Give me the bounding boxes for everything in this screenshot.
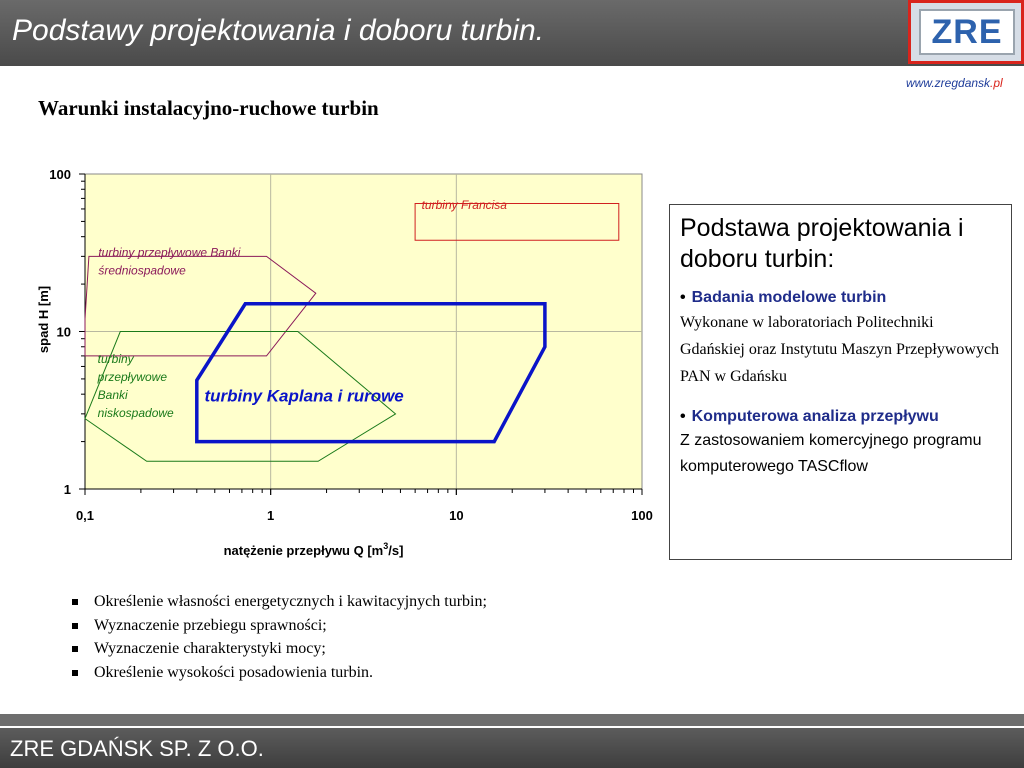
logo-inner: [919, 9, 1015, 55]
footer-bar: [0, 728, 1024, 768]
square-bullet-icon: [72, 670, 78, 676]
list-item: [70, 637, 487, 661]
logo-text: ZRE: [931, 12, 1003, 51]
footer-company-name: ZRE GDAŃSK SP. Z O.O.: [10, 736, 264, 761]
region-label-francis: turbiny Francisa: [421, 197, 507, 212]
info-item2-text: Z zastosowaniem komercyjnego programu komputerowego TASCflow: [680, 432, 982, 475]
page-title: Podstawy projektowania i doboru turbin.: [12, 14, 544, 47]
info-box-title: Podstawa projektowania i doboru turbin:: [680, 214, 964, 273]
square-bullet-icon: [72, 623, 78, 629]
list-item-text: Określenie wysokości posadowienia turbin.: [94, 663, 374, 681]
list-item-text: Wyznaczenie charakterystyki mocy;: [94, 640, 326, 657]
list-item: [70, 590, 487, 614]
region-label-sredniospadowe: średniospadowe: [98, 263, 186, 278]
x-axis-title: natężenie przepływu Q $[m^3/s]$: [223, 541, 404, 558]
info-box: [669, 204, 1012, 560]
x-tick-label: 0,1: [75, 508, 95, 523]
x-tick-label: 100: [631, 508, 653, 523]
list-item: [70, 661, 487, 685]
region-label-niskospadowe: Banki: [97, 388, 128, 403]
section-subtitle: Warunki instalacyjno-ruchowe turbin: [38, 96, 379, 120]
info-item1-title: [680, 287, 1001, 309]
y-axis-title: spad H [m]: [36, 285, 51, 354]
y-tick-label: 10: [56, 324, 71, 340]
bullet-list: [70, 590, 487, 684]
info-item2-title: [680, 406, 1001, 428]
info-item1-title-text: Badania modelowe turbin: [691, 289, 887, 306]
website-url-main: www.zregdansk: [906, 76, 991, 90]
square-bullet-icon: [72, 646, 78, 652]
info-item1-text: Wykonane w laboratoriach Politechniki Gdańskiej oraz Instytutu Maszyn Przepływowych PAN w Gdańsku: [680, 314, 1000, 385]
y-tick-label: 100: [49, 167, 71, 182]
list-item: [70, 614, 487, 638]
website-url-tld: .pl: [990, 76, 1003, 90]
turbin-chart: [30, 160, 666, 570]
footer-stripe: [0, 714, 1024, 726]
x-tick-label: 10: [449, 508, 464, 523]
x-tick-label: 1: [267, 508, 275, 523]
website-link[interactable]: [906, 76, 1003, 90]
info-item2-title-text: Komputerowa analiza przepływu: [691, 408, 939, 425]
list-item-text: Określenie własności energetycznych i kawitacyjnych turbin;: [94, 593, 487, 610]
bullet-dot-icon: •: [680, 408, 686, 425]
square-bullet-icon: [72, 599, 78, 605]
list-item-text: Wyznaczenie przebiegu sprawności;: [94, 616, 327, 634]
region-label-kaplan: turbiny Kaplana i rurowe: [204, 386, 404, 406]
bullet-dot-icon: •: [680, 289, 686, 306]
region-label-niskospadowe: turbiny: [97, 352, 134, 367]
region-label-niskospadowe: niskospadowe: [97, 406, 174, 421]
company-logo[interactable]: [908, 0, 1024, 64]
region-label-sredniospadowe: turbiny przepływowe Banki: [98, 245, 241, 260]
y-tick-label: 1: [63, 482, 71, 497]
region-label-niskospadowe: przepływowe: [97, 370, 168, 385]
header-bar: [0, 0, 1024, 66]
